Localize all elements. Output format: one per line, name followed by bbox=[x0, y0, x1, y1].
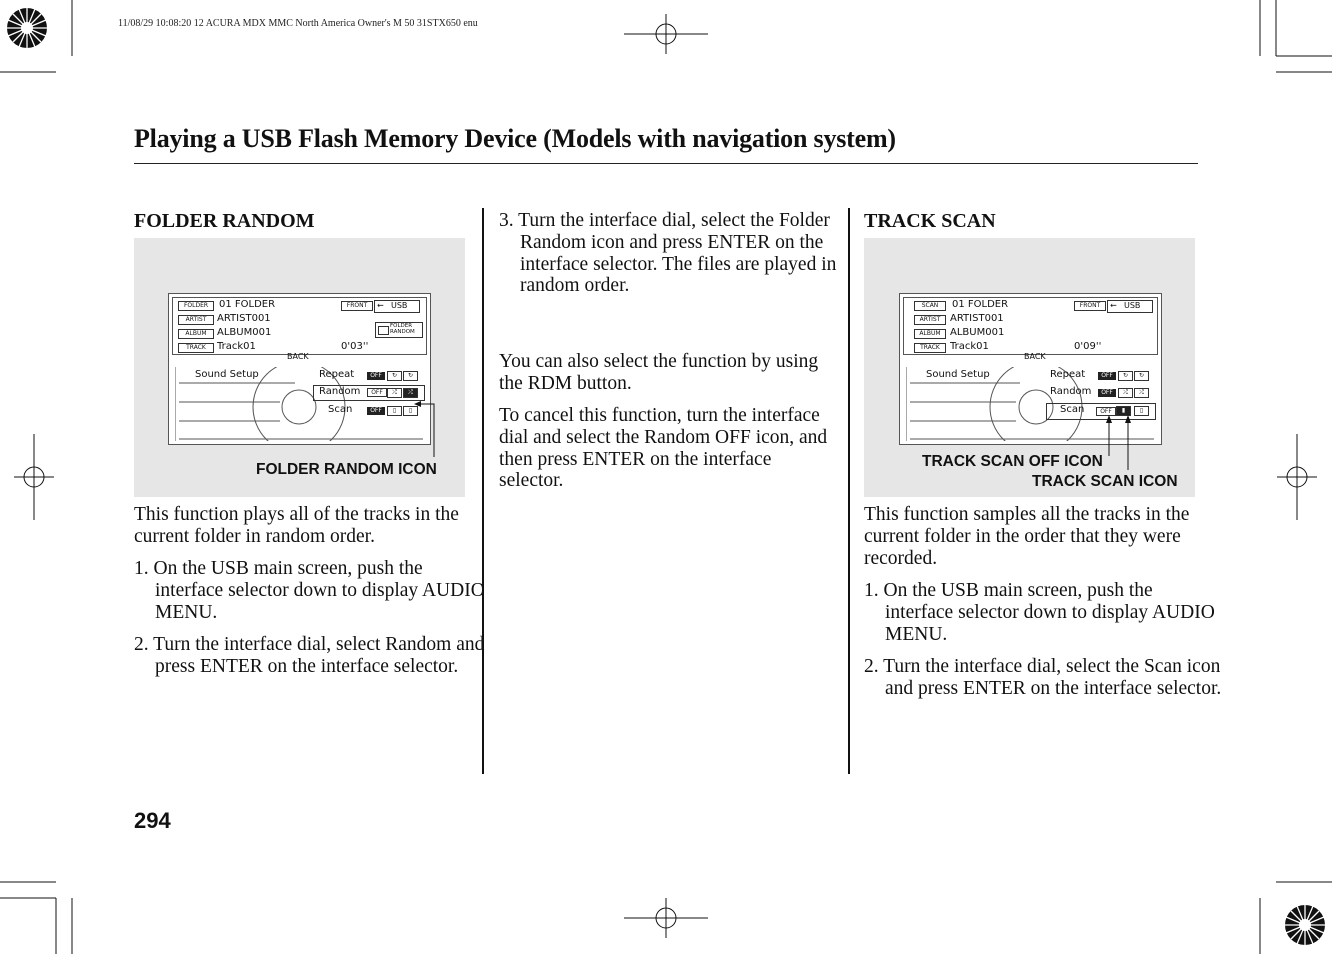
folder-random-icon-callout: FOLDER RANDOM ICON bbox=[256, 461, 437, 478]
random-item: Random bbox=[1050, 386, 1092, 397]
folder-scan-icon: ▯ bbox=[1134, 406, 1149, 416]
random-icon: ⤮ bbox=[1118, 388, 1133, 398]
track-scan-figure bbox=[864, 238, 1195, 497]
folder-random-icon: ⤮ bbox=[403, 388, 418, 398]
scan-off-icon: OFF bbox=[367, 407, 385, 415]
folder-label: FOLDER bbox=[178, 301, 214, 311]
artist-value: ARTIST001 bbox=[217, 313, 271, 324]
album-label: ALBUM bbox=[178, 329, 214, 339]
usb-label: USB bbox=[1124, 301, 1141, 310]
scan-item: Scan bbox=[328, 404, 353, 415]
back-label: BACK bbox=[287, 352, 309, 361]
scan-item: Scan bbox=[1060, 404, 1085, 415]
folder-random-badge-line1: FOLDER bbox=[390, 323, 413, 329]
usb-icon: ⇜ bbox=[377, 301, 384, 310]
elapsed-time: 0'03'' bbox=[341, 341, 369, 352]
artist-label: ARTIST bbox=[178, 315, 214, 325]
print-header: 11/08/29 10:08:20 12 ACURA MDX MMC North America Owner's M 50 31STX650 enu bbox=[118, 18, 478, 29]
track-scan-icon: ▮ bbox=[1116, 406, 1131, 416]
callout-leader bbox=[134, 238, 465, 497]
folder-random-step-2: 2. Turn the interface dial, select Random and press ENTER on the interface selector. bbox=[134, 634, 485, 677]
scan-label: SCAN bbox=[914, 301, 946, 311]
rdm-button-note: You can also select the function by using the RDM button. bbox=[499, 351, 819, 394]
track-value: Track01 bbox=[217, 341, 256, 352]
folder-random-figure bbox=[134, 238, 465, 497]
sound-setup-item: Sound Setup bbox=[926, 369, 990, 380]
folder-random-step-1: 1. On the USB main screen, push the interface selector down to display AUDIO MENU. bbox=[134, 558, 485, 623]
repeat-icon: ↻ bbox=[1118, 371, 1133, 381]
folder-repeat-icon: ↻ bbox=[1134, 371, 1149, 381]
artist-value: ARTIST001 bbox=[950, 313, 1004, 324]
track-label: TRACK bbox=[178, 343, 214, 353]
folder-random-heading: FOLDER RANDOM bbox=[134, 210, 315, 232]
front-label: FRONT bbox=[1074, 301, 1106, 311]
folder-random-step-3: 3. Turn the interface dial, select the Folder Random icon and press ENTER on the interface selector. The files are played in random order. bbox=[499, 210, 837, 297]
repeat-item: Repeat bbox=[1050, 369, 1086, 380]
front-label: FRONT bbox=[341, 301, 373, 311]
track-scan-step-2: 2. Turn the interface dial, select the Scan icon and press ENTER on the interface selector. bbox=[864, 656, 1222, 699]
track-scan-icon: ▯ bbox=[387, 406, 402, 416]
repeat-off-icon: OFF bbox=[367, 372, 385, 380]
track-scan-off-icon: OFF bbox=[1096, 407, 1116, 416]
title-rule bbox=[134, 163, 1198, 164]
page-number: 294 bbox=[134, 808, 171, 833]
repeat-icon: ↻ bbox=[387, 371, 402, 381]
folder-random-intro: This function plays all of the tracks in the current folder in random order. bbox=[134, 504, 459, 547]
repeat-item: Repeat bbox=[319, 369, 355, 380]
page-title: Playing a USB Flash Memory Device (Models with navigation system) bbox=[134, 124, 896, 153]
folder-repeat-icon: ↻ bbox=[403, 371, 418, 381]
back-label: BACK bbox=[1024, 352, 1046, 361]
album-value: ALBUM001 bbox=[217, 327, 272, 338]
random-icon: ⤮ bbox=[387, 388, 402, 398]
repeat-off-icon: OFF bbox=[1098, 372, 1116, 380]
track-scan-heading: TRACK SCAN bbox=[864, 210, 996, 232]
artist-label: ARTIST bbox=[914, 315, 946, 325]
album-value: ALBUM001 bbox=[950, 327, 1005, 338]
folder-value: 01 FOLDER bbox=[219, 299, 276, 310]
cancel-note: To cancel this function, turn the interface dial and select the Random OFF icon, and then press ENTER on the interface selector. bbox=[499, 405, 828, 492]
track-scan-icon-callout: TRACK SCAN ICON bbox=[1032, 473, 1178, 490]
track-scan-intro: This function samples all the tracks in the current folder in the order that they were recorded. bbox=[864, 504, 1190, 569]
track-scan-step-1: 1. On the USB main screen, push the interface selector down to display AUDIO MENU. bbox=[864, 580, 1215, 645]
album-label: ALBUM bbox=[914, 329, 946, 339]
folder-random-badge-line2: RANDOM bbox=[390, 329, 415, 335]
track-label: TRACK bbox=[914, 343, 946, 353]
folder-value: 01 FOLDER bbox=[952, 299, 1009, 310]
track-scan-off-icon-callout: TRACK SCAN OFF ICON bbox=[922, 453, 1103, 470]
track-value: Track01 bbox=[950, 341, 989, 352]
random-off-icon: OFF bbox=[1098, 389, 1116, 397]
usb-icon: ⇜ bbox=[1110, 301, 1117, 310]
sound-setup-item: Sound Setup bbox=[195, 369, 259, 380]
folder-random-icon: ⤮ bbox=[1134, 388, 1149, 398]
random-off-icon: OFF bbox=[367, 388, 387, 397]
usb-label: USB bbox=[391, 301, 408, 310]
column-divider bbox=[482, 208, 484, 774]
random-item: Random bbox=[319, 386, 361, 397]
elapsed-time: 0'09'' bbox=[1074, 341, 1102, 352]
folder-scan-icon: ▯ bbox=[403, 406, 418, 416]
